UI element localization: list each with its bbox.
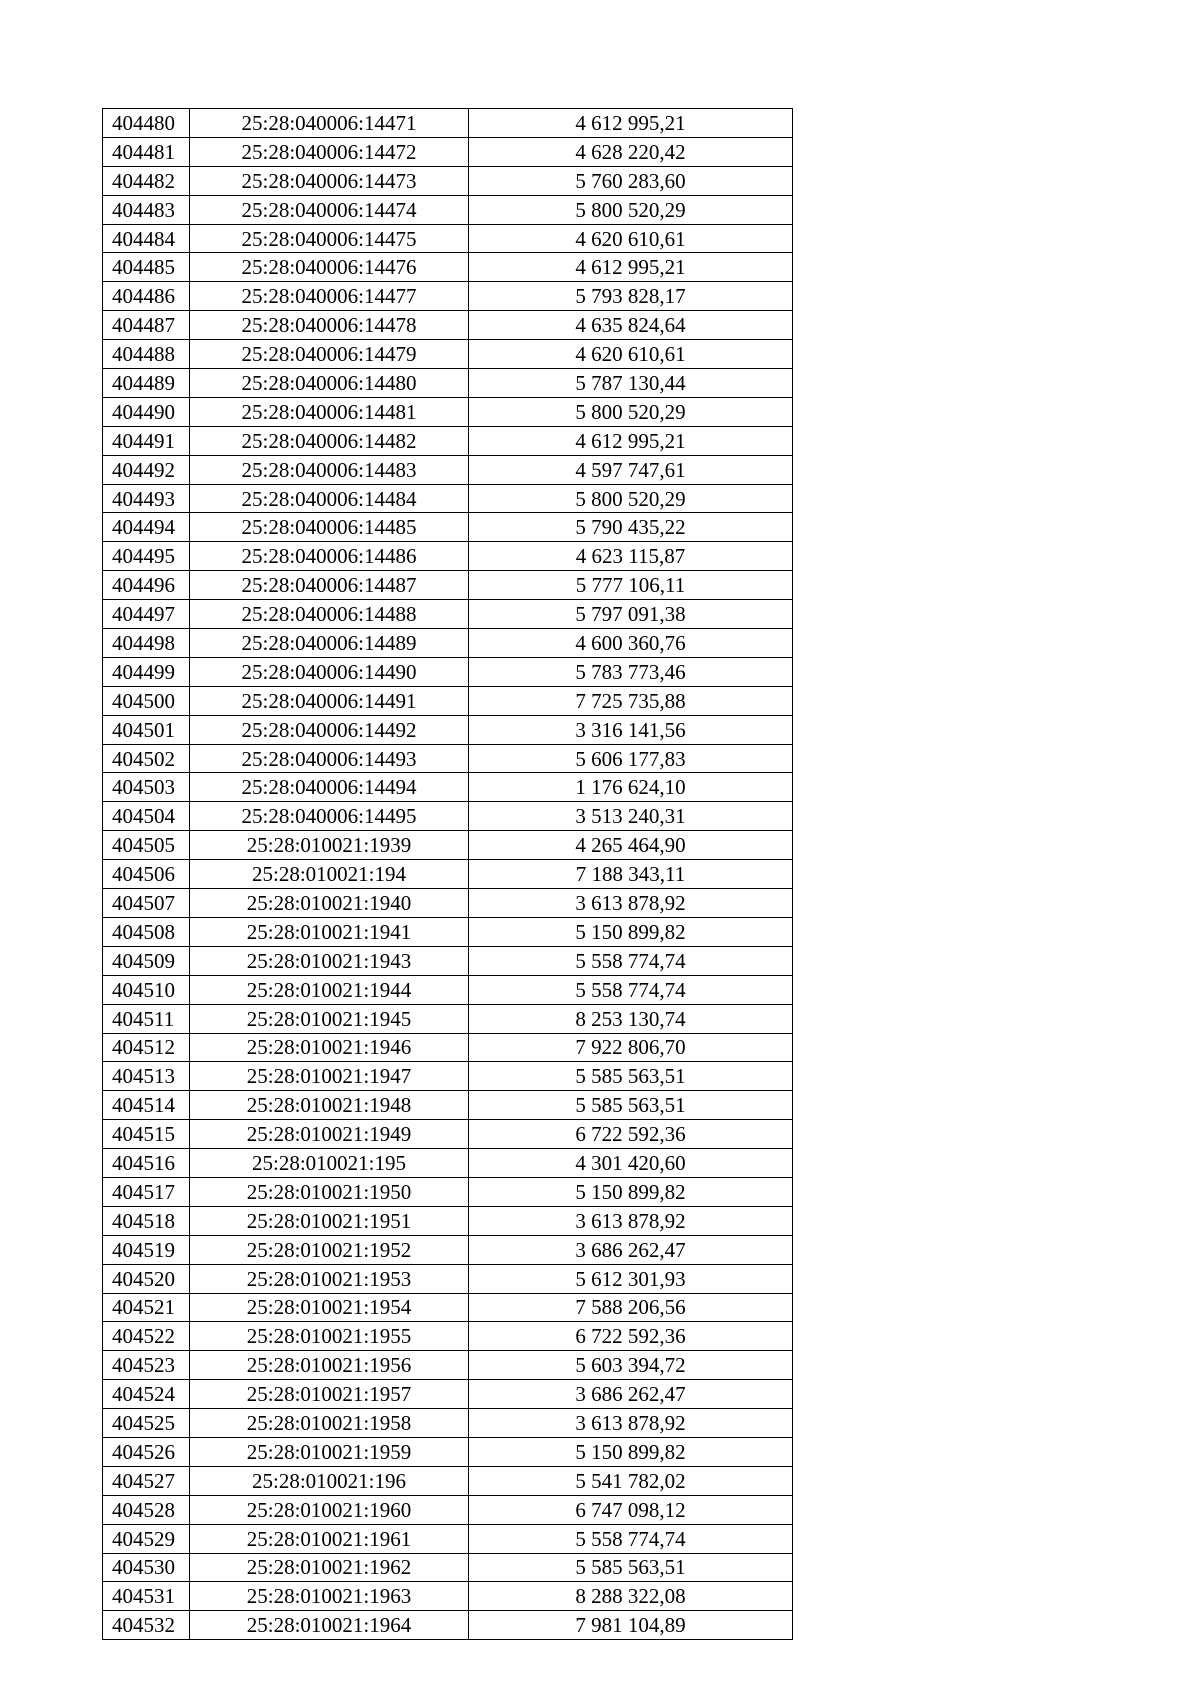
table-row: [103, 397, 793, 426]
cadastral-number-cell: 25:28:010021:1944: [190, 975, 469, 1004]
table-row: [103, 1409, 793, 1438]
cadastral-value-cell: 4 623 115,87: [469, 542, 793, 571]
table-row: [103, 1235, 793, 1264]
cadastral-number-cell: 25:28:040006:14480: [190, 369, 469, 398]
cadastral-value-cell: 1 176 624,10: [469, 773, 793, 802]
cadastral-number-cell: 25:28:010021:1946: [190, 1033, 469, 1062]
row-number-cell: 404502: [103, 744, 190, 773]
row-number-cell: 404482: [103, 166, 190, 195]
row-number-cell: 404480: [103, 109, 190, 138]
cadastral-value-cell: 5 790 435,22: [469, 513, 793, 542]
table-row: [103, 629, 793, 658]
row-number-cell: 404485: [103, 253, 190, 282]
cadastral-value-cell: 3 613 878,92: [469, 1206, 793, 1235]
table-row: [103, 975, 793, 1004]
table-row: [103, 571, 793, 600]
row-number-cell: 404489: [103, 369, 190, 398]
cadastral-value-cell: 5 787 130,44: [469, 369, 793, 398]
cadastral-value-cell: 5 585 563,51: [469, 1062, 793, 1091]
cadastral-number-cell: 25:28:010021:1962: [190, 1553, 469, 1582]
row-number-cell: 404528: [103, 1495, 190, 1524]
cadastral-value-cell: 7 922 806,70: [469, 1033, 793, 1062]
row-number-cell: 404497: [103, 600, 190, 629]
cadastral-value-cell: 5 760 283,60: [469, 166, 793, 195]
cadastral-value-cell: 5 606 177,83: [469, 744, 793, 773]
cadastral-number-cell: 25:28:010021:1958: [190, 1409, 469, 1438]
table-row: [103, 1466, 793, 1495]
table-row: [103, 137, 793, 166]
table-row: [103, 1264, 793, 1293]
row-number-cell: 404504: [103, 802, 190, 831]
cadastral-number-cell: 25:28:040006:14477: [190, 282, 469, 311]
table-row: [103, 946, 793, 975]
cadastral-number-cell: 25:28:010021:1961: [190, 1524, 469, 1553]
cadastral-number-cell: 25:28:010021:1947: [190, 1062, 469, 1091]
row-number-cell: 404512: [103, 1033, 190, 1062]
table-row: [103, 1120, 793, 1149]
cadastral-value-cell: 7 725 735,88: [469, 686, 793, 715]
cadastral-value-cell: 5 150 899,82: [469, 917, 793, 946]
row-number-cell: 404524: [103, 1380, 190, 1409]
cadastral-value-cell: 4 265 464,90: [469, 831, 793, 860]
table-row: [103, 109, 793, 138]
row-number-cell: 404490: [103, 397, 190, 426]
cadastral-value-cell: 5 558 774,74: [469, 975, 793, 1004]
cadastral-number-cell: 25:28:010021:1954: [190, 1293, 469, 1322]
cadastral-value-cell: 5 800 520,29: [469, 484, 793, 513]
cadastral-value-cell: 3 686 262,47: [469, 1380, 793, 1409]
row-number-cell: 404481: [103, 137, 190, 166]
table-row: [103, 1091, 793, 1120]
cadastral-value-cell: 5 603 394,72: [469, 1351, 793, 1380]
cadastral-value-cell: 5 612 301,93: [469, 1264, 793, 1293]
table-row: [103, 917, 793, 946]
cadastral-number-cell: 25:28:040006:14472: [190, 137, 469, 166]
row-number-cell: 404531: [103, 1582, 190, 1611]
row-number-cell: 404495: [103, 542, 190, 571]
cadastral-value-cell: 4 628 220,42: [469, 137, 793, 166]
cadastral-value-cell: 4 620 610,61: [469, 224, 793, 253]
cadastral-value-cell: 4 600 360,76: [469, 629, 793, 658]
table-row: [103, 253, 793, 282]
cadastral-value-cell: 5 558 774,74: [469, 946, 793, 975]
cadastral-value-cell: 7 588 206,56: [469, 1293, 793, 1322]
cadastral-value-cell: 3 686 262,47: [469, 1235, 793, 1264]
cadastral-number-cell: 25:28:010021:1964: [190, 1611, 469, 1640]
cadastral-number-cell: 25:28:010021:1957: [190, 1380, 469, 1409]
table-row: [103, 1582, 793, 1611]
cadastral-number-cell: 25:28:010021:1941: [190, 917, 469, 946]
table-row: [103, 426, 793, 455]
cadastral-value-cell: 5 797 091,38: [469, 600, 793, 629]
cadastral-number-cell: 25:28:040006:14483: [190, 455, 469, 484]
cadastral-number-cell: 25:28:010021:1939: [190, 831, 469, 860]
cadastral-number-cell: 25:28:040006:14485: [190, 513, 469, 542]
cadastral-value-cell: 3 613 878,92: [469, 1409, 793, 1438]
cadastral-number-cell: 25:28:040006:14475: [190, 224, 469, 253]
cadastral-value-cell: 6 722 592,36: [469, 1120, 793, 1149]
row-number-cell: 404488: [103, 340, 190, 369]
row-number-cell: 404514: [103, 1091, 190, 1120]
cadastral-number-cell: 25:28:010021:1955: [190, 1322, 469, 1351]
table-body: [103, 109, 793, 1640]
cadastral-value-cell: 4 597 747,61: [469, 455, 793, 484]
row-number-cell: 404484: [103, 224, 190, 253]
cadastral-value-cell: 3 316 141,56: [469, 715, 793, 744]
cadastral-value-cell: 4 612 995,21: [469, 253, 793, 282]
cadastral-number-cell: 25:28:010021:1940: [190, 889, 469, 918]
cadastral-number-cell: 25:28:040006:14494: [190, 773, 469, 802]
cadastral-number-cell: 25:28:010021:194: [190, 860, 469, 889]
row-number-cell: 404515: [103, 1120, 190, 1149]
row-number-cell: 404493: [103, 484, 190, 513]
row-number-cell: 404521: [103, 1293, 190, 1322]
table-row: [103, 282, 793, 311]
cadastral-number-cell: 25:28:040006:14482: [190, 426, 469, 455]
table-row: [103, 773, 793, 802]
cadastral-number-cell: 25:28:040006:14493: [190, 744, 469, 773]
row-number-cell: 404501: [103, 715, 190, 744]
cadastral-value-cell: 4 620 610,61: [469, 340, 793, 369]
cadastral-value-cell: 8 288 322,08: [469, 1582, 793, 1611]
row-number-cell: 404487: [103, 311, 190, 340]
row-number-cell: 404511: [103, 1004, 190, 1033]
row-number-cell: 404522: [103, 1322, 190, 1351]
row-number-cell: 404530: [103, 1553, 190, 1582]
table-row: [103, 513, 793, 542]
table-row: [103, 1206, 793, 1235]
table-row: [103, 1062, 793, 1091]
cadastral-number-cell: 25:28:010021:1952: [190, 1235, 469, 1264]
cadastral-number-cell: 25:28:010021:1951: [190, 1206, 469, 1235]
row-number-cell: 404483: [103, 195, 190, 224]
row-number-cell: 404518: [103, 1206, 190, 1235]
cadastral-value-cell: 5 585 563,51: [469, 1091, 793, 1120]
table-row: [103, 715, 793, 744]
table-row: [103, 1293, 793, 1322]
row-number-cell: 404526: [103, 1437, 190, 1466]
cadastral-value-cell: 4 612 995,21: [469, 109, 793, 138]
cadastral-number-cell: 25:28:010021:195: [190, 1149, 469, 1178]
cadastral-number-cell: 25:28:040006:14487: [190, 571, 469, 600]
cadastral-number-cell: 25:28:010021:1960: [190, 1495, 469, 1524]
table-row: [103, 1437, 793, 1466]
row-number-cell: 404509: [103, 946, 190, 975]
cadastral-value-cell: 7 188 343,11: [469, 860, 793, 889]
cadastral-number-cell: 25:28:040006:14486: [190, 542, 469, 571]
row-number-cell: 404492: [103, 455, 190, 484]
table-row: [103, 1495, 793, 1524]
table-row: [103, 340, 793, 369]
table-row: [103, 1351, 793, 1380]
table-row: [103, 369, 793, 398]
cadastral-number-cell: 25:28:040006:14491: [190, 686, 469, 715]
table-row: [103, 1004, 793, 1033]
row-number-cell: 404516: [103, 1149, 190, 1178]
row-number-cell: 404499: [103, 657, 190, 686]
row-number-cell: 404491: [103, 426, 190, 455]
row-number-cell: 404527: [103, 1466, 190, 1495]
cadastral-number-cell: 25:28:010021:1956: [190, 1351, 469, 1380]
table-row: [103, 1149, 793, 1178]
cadastral-value-cell: 5 585 563,51: [469, 1553, 793, 1582]
table-row: [103, 542, 793, 571]
table-row: [103, 195, 793, 224]
cadastral-value-cell: 5 783 773,46: [469, 657, 793, 686]
cadastral-number-cell: 25:28:040006:14495: [190, 802, 469, 831]
cadastral-number-cell: 25:28:040006:14479: [190, 340, 469, 369]
cadastral-value-cell: 5 800 520,29: [469, 195, 793, 224]
row-number-cell: 404505: [103, 831, 190, 860]
cadastral-number-cell: 25:28:010021:1945: [190, 1004, 469, 1033]
row-number-cell: 404519: [103, 1235, 190, 1264]
row-number-cell: 404506: [103, 860, 190, 889]
cadastral-number-cell: 25:28:040006:14484: [190, 484, 469, 513]
cadastral-number-cell: 25:28:010021:1948: [190, 1091, 469, 1120]
cadastral-number-cell: 25:28:010021:1963: [190, 1582, 469, 1611]
cadastral-value-cell: 5 800 520,29: [469, 397, 793, 426]
row-number-cell: 404513: [103, 1062, 190, 1091]
table-row: [103, 744, 793, 773]
cadastral-value-cell: 5 777 106,11: [469, 571, 793, 600]
table-row: [103, 686, 793, 715]
row-number-cell: 404520: [103, 1264, 190, 1293]
row-number-cell: 404517: [103, 1177, 190, 1206]
cadastral-value-cell: 4 612 995,21: [469, 426, 793, 455]
table-row: [103, 455, 793, 484]
table-row: [103, 1380, 793, 1409]
cadastral-value-cell: 8 253 130,74: [469, 1004, 793, 1033]
row-number-cell: 404510: [103, 975, 190, 1004]
table-row: [103, 1553, 793, 1582]
cadastral-number-cell: 25:28:040006:14492: [190, 715, 469, 744]
table-row: [103, 224, 793, 253]
cadastral-value-cell: 3 513 240,31: [469, 802, 793, 831]
cadastral-number-cell: 25:28:010021:1959: [190, 1437, 469, 1466]
cadastral-number-cell: 25:28:040006:14473: [190, 166, 469, 195]
table-row: [103, 600, 793, 629]
cadastral-value-cell: 5 150 899,82: [469, 1177, 793, 1206]
cadastral-number-cell: 25:28:040006:14488: [190, 600, 469, 629]
row-number-cell: 404529: [103, 1524, 190, 1553]
row-number-cell: 404523: [103, 1351, 190, 1380]
row-number-cell: 404525: [103, 1409, 190, 1438]
cadastral-value-cell: 5 541 782,02: [469, 1466, 793, 1495]
cadastral-number-cell: 25:28:010021:1953: [190, 1264, 469, 1293]
cadastral-value-cell: 7 981 104,89: [469, 1611, 793, 1640]
cadastral-value-cell: 5 150 899,82: [469, 1437, 793, 1466]
cadastral-number-cell: 25:28:010021:1949: [190, 1120, 469, 1149]
cadastral-value-cell: 6 747 098,12: [469, 1495, 793, 1524]
table-row: [103, 1524, 793, 1553]
cadastral-value-cell: 3 613 878,92: [469, 889, 793, 918]
cadastral-number-cell: 25:28:040006:14476: [190, 253, 469, 282]
cadastral-value-cell: 4 301 420,60: [469, 1149, 793, 1178]
row-number-cell: 404486: [103, 282, 190, 311]
table-row: [103, 802, 793, 831]
table-row: [103, 1611, 793, 1640]
row-number-cell: 404498: [103, 629, 190, 658]
cadastral-number-cell: 25:28:010021:1950: [190, 1177, 469, 1206]
cadastral-number-cell: 25:28:040006:14478: [190, 311, 469, 340]
table-row: [103, 1177, 793, 1206]
table-row: [103, 1033, 793, 1062]
row-number-cell: 404500: [103, 686, 190, 715]
row-number-cell: 404494: [103, 513, 190, 542]
cadastral-value-table: [102, 108, 793, 1640]
cadastral-value-cell: 6 722 592,36: [469, 1322, 793, 1351]
table-row: [103, 1322, 793, 1351]
cadastral-number-cell: 25:28:040006:14490: [190, 657, 469, 686]
row-number-cell: 404496: [103, 571, 190, 600]
row-number-cell: 404532: [103, 1611, 190, 1640]
cadastral-value-cell: 5 558 774,74: [469, 1524, 793, 1553]
table-row: [103, 831, 793, 860]
row-number-cell: 404507: [103, 889, 190, 918]
table-row: [103, 484, 793, 513]
table-row: [103, 311, 793, 340]
cadastral-number-cell: 25:28:040006:14471: [190, 109, 469, 138]
cadastral-number-cell: 25:28:010021:196: [190, 1466, 469, 1495]
cadastral-number-cell: 25:28:040006:14481: [190, 397, 469, 426]
row-number-cell: 404508: [103, 917, 190, 946]
cadastral-value-cell: 4 635 824,64: [469, 311, 793, 340]
table-row: [103, 166, 793, 195]
table-row: [103, 860, 793, 889]
cadastral-number-cell: 25:28:040006:14489: [190, 629, 469, 658]
cadastral-number-cell: 25:28:010021:1943: [190, 946, 469, 975]
cadastral-value-cell: 5 793 828,17: [469, 282, 793, 311]
cadastral-number-cell: 25:28:040006:14474: [190, 195, 469, 224]
row-number-cell: 404503: [103, 773, 190, 802]
table-row: [103, 889, 793, 918]
table-row: [103, 657, 793, 686]
